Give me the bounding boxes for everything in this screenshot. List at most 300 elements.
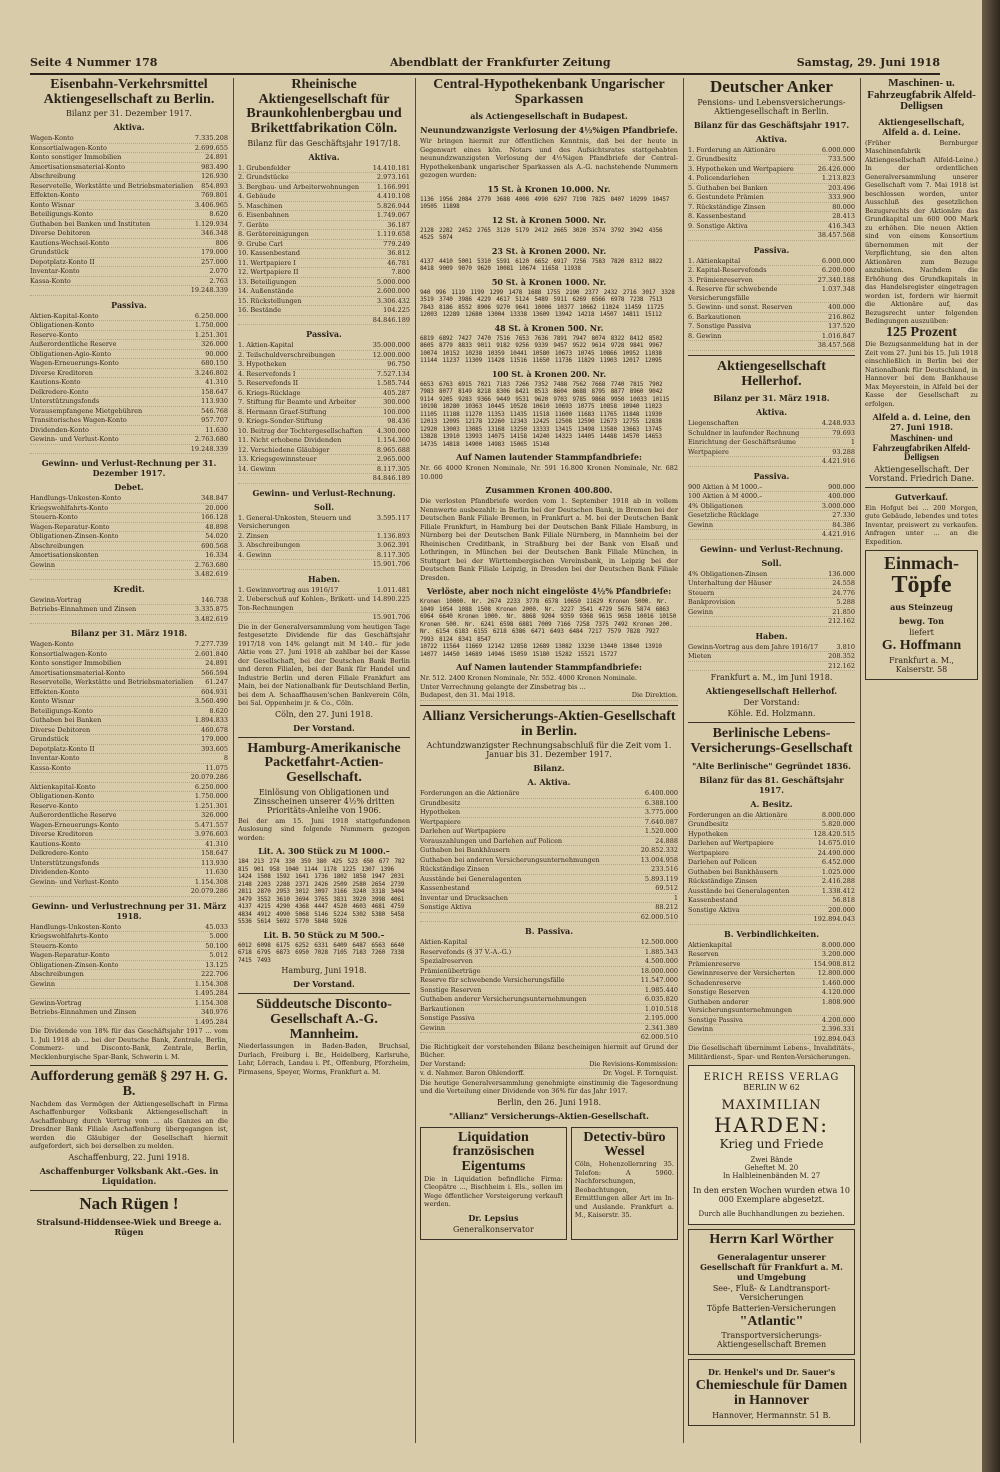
ad-subtitle: Generalagentur unserer Gesellschaft für Frankfurt a. M. und Umgebung <box>700 1251 843 1282</box>
ledger-row <box>688 570 855 580</box>
newspaper-title: Abendblatt der Frankfurter Zeitung <box>390 56 611 69</box>
ledger-label: 10. Kassenbestand <box>238 249 301 258</box>
ledger <box>688 483 855 531</box>
ledger-value: 28.413 <box>832 212 855 221</box>
ledger-label: Amortisationsmaterial-Konto <box>30 668 126 677</box>
ad-title: Allianz Versicherungs-Aktien-Gesellschaft in Berlin. <box>422 708 676 739</box>
ledger-row <box>30 416 228 426</box>
ledger-label: Wagen-Konto <box>30 134 74 143</box>
ad-subtitle: Chemieschule für Damen in Hannover <box>695 1378 848 1409</box>
ledger-row <box>688 222 855 232</box>
ledger <box>238 341 410 474</box>
ledger-label: Konsortialwagen-Konto <box>30 143 107 152</box>
ledger-label: Forderungen an die Aktionäre <box>688 810 788 819</box>
ledger-value: 98.436 <box>387 417 410 426</box>
ledger-label: 9. Kriegs-Sonder-Stiftung <box>238 417 323 426</box>
reiss-verlag-ad <box>688 1065 855 1225</box>
ad-title: Liquidation französischen Eigentums <box>452 1129 535 1175</box>
column-1 <box>30 78 228 1443</box>
ledger-row <box>30 163 228 173</box>
ledger-total <box>420 1033 678 1043</box>
total-value: 15.901.706 <box>372 613 410 622</box>
ledger-total <box>688 617 855 627</box>
ledger-row <box>238 408 410 418</box>
ledger-row <box>688 332 855 342</box>
ledger-value: 2.763 <box>209 276 228 285</box>
ledger-label: 5. Guthaben bei Banken <box>688 183 768 192</box>
ledger <box>30 312 228 445</box>
section-heading: Bilanz per 31. März 1918. <box>713 393 830 404</box>
ledger <box>30 640 228 773</box>
ledger-value: 54.020 <box>205 532 228 541</box>
ledger <box>688 146 855 232</box>
ledger-label: 13. Beteiligungen <box>238 277 297 286</box>
ledger-label: Konto Wisnar <box>30 200 75 209</box>
ledger-label: 16. Bestände <box>238 306 282 315</box>
masthead <box>30 56 940 72</box>
ledger-row <box>30 561 228 571</box>
ledger-value: 5.000 <box>209 932 228 941</box>
ledger-label: 3. Abschreibungen <box>238 541 301 550</box>
notice-text: Cöln, Hohenzollernring 35. Telefon: A 5960. Nachforschungen, Beobachtungen, Ermittlungen aller Art im In- und Auslande. Frankfurt a. M., Kaiserstr. 35. <box>574 1160 674 1220</box>
ledger-label: Hypotheken <box>688 829 729 838</box>
ledger-row <box>420 846 678 856</box>
ledger-value: 1.010.518 <box>644 1004 678 1013</box>
ledger-row <box>30 182 228 192</box>
ledger-label: Obligationen-Zinsen-Konto <box>30 532 119 541</box>
ledger-row <box>30 331 228 341</box>
page-number: Seite 4 Nummer 178 <box>30 56 158 69</box>
ledger-row <box>420 1024 678 1034</box>
ledger-label: Inventar-Konto <box>30 267 80 276</box>
ledger <box>688 941 855 1035</box>
ledger-row <box>30 435 228 445</box>
ledger-value: 5.000.000 <box>376 277 410 286</box>
ledger-value: 769.801 <box>201 191 228 200</box>
dividend-notice: Die in der Generalversammlung vom heutigen Tage festgesetzte Dividende für das Geschäftsjahr 1917/18 von 14% gelangt mit M 140.– für jede Aktie vom 27. Juni 1918 ab zahlbar bei der Kasse der Gesellschaft, bei der Deutschen Bank Berlin und deren Filialen, bei der Bank für Handel und Industrie Berlin und deren Filiale Frankfurt am Main, bei der Nationalbank für Deutschland Berlin, bei dem A. Schaaffhausen'schen Bankverein Cöln, bei Sal. Oppenheim jr. & Co., Cöln. <box>238 622 410 708</box>
section-heading: Zusammen Kronen 400.800. <box>485 485 613 496</box>
ledger-label: Beteiligungs-Konto <box>30 210 93 219</box>
ledger-row <box>420 808 678 818</box>
notice-place: Berlin, den 26. Juni 1918. <box>496 1097 602 1107</box>
ledger-value: 8.117.305 <box>376 464 410 473</box>
ledger-row <box>30 229 228 239</box>
ledger-value: 5.820.000 <box>821 820 855 829</box>
section-heading: Kredit. <box>113 583 145 594</box>
ledger-value: 2.070 <box>209 267 228 276</box>
ledger-value: 16.334 <box>205 551 228 560</box>
ledger-value: 166.128 <box>201 513 228 522</box>
ledger-value: 333.900 <box>828 193 855 202</box>
ledger-label: Außerordentliche Reserve <box>30 340 117 349</box>
ledger-total <box>30 286 228 296</box>
ledger-total <box>688 231 855 241</box>
divider <box>30 1065 228 1066</box>
ledger-row <box>238 360 410 370</box>
ledger-row <box>30 258 228 268</box>
ledger-value: 6.250.000 <box>194 311 228 320</box>
ledger-label: Betriebs-Einnahmen und Zinsen <box>30 605 137 614</box>
ledger-label: 2. Grundbesitz <box>688 155 737 164</box>
ledger-row <box>30 754 228 764</box>
ledger-value: 5.288 <box>836 598 855 607</box>
ledger-label: 2. Zinsen <box>238 531 269 540</box>
ledger-value: 6.388.100 <box>644 798 678 807</box>
ledger-label: Grundstück <box>30 248 69 257</box>
ledger-row <box>688 203 855 213</box>
total-value: 4.421.916 <box>821 457 855 466</box>
ledger-value: 24.891 <box>205 153 228 162</box>
ledger-row <box>30 542 228 552</box>
ledger-label: 6. Gestundete Prämien <box>688 193 764 202</box>
ledger-row <box>238 278 410 288</box>
ledger-row <box>30 840 228 850</box>
column-divider <box>683 78 684 1443</box>
ledger-row <box>420 967 678 977</box>
ledger-label: 6. Kriegs-Rücklage <box>238 388 301 397</box>
ledger-label: Reserve für schwebende Versicherungsfälle <box>420 976 565 985</box>
ledger-value: 18.000.000 <box>640 966 678 975</box>
ledger-value: 80.000 <box>832 202 855 211</box>
notice-text: Niederlassungen in Baden-Baden, Bruchsal, Durlach, Freiburg i. Br., Heidelberg, Karlsruhe, Lahr, Lörrach, Landau i. Pf., Offenburg, Pforzheim, Pirmasens, Speyer, Worms, Frankfurt a. M. <box>238 1042 410 1076</box>
ledger-label: Kautions-Wechsel-Konto <box>30 238 110 247</box>
ledger-value: 8.000.000 <box>821 810 855 819</box>
ledger-value: 158.647 <box>201 387 228 396</box>
divider <box>238 737 410 738</box>
ledger-row <box>420 1014 678 1024</box>
ad-subtitle: bewg. Ton <box>899 616 944 627</box>
ledger-label: 2. Teilschuldverschreibungen <box>238 350 336 359</box>
section-heading: Gewinn- und Verlust-Rechnung. <box>699 543 843 554</box>
ledger-row <box>688 322 855 332</box>
ledger-label: 4% Obligationen-Zinsen <box>688 569 768 578</box>
ledger-value: 3.406.965 <box>194 200 228 209</box>
ledger-value: 12.500.000 <box>640 938 678 947</box>
section-heading: Debet. <box>114 482 144 493</box>
ledger-value: 4.248.933 <box>821 419 855 428</box>
atlantic-ad <box>688 1229 855 1355</box>
ledger-row <box>688 1025 855 1035</box>
total-value: 62.000.510 <box>640 1033 678 1042</box>
ledger-value: 216.862 <box>828 312 855 321</box>
ledger-value: 3.775.000 <box>644 808 678 817</box>
ledger-value: 4.300.000 <box>376 426 410 435</box>
ledger-row <box>688 988 855 998</box>
ledger-value: 6.200.000 <box>821 266 855 275</box>
notice-signature: Aktiengesellschaft. Der Vorstand. Friedrich Dane. <box>868 464 975 483</box>
ledger-value: 24.776 <box>832 588 855 597</box>
ledger-label: Unterstützungsfonds <box>30 397 100 406</box>
section-heading: Passiva. <box>753 470 790 481</box>
signatures <box>420 1069 678 1079</box>
ledger-row <box>420 865 678 875</box>
ledger-row <box>30 172 228 182</box>
ledger-label: 14. Außenstände <box>238 287 294 296</box>
ledger-label: Abschreibungen <box>30 970 84 979</box>
ledger-value: 56.818 <box>832 896 855 905</box>
ledger <box>238 164 410 316</box>
ledger-row <box>688 276 855 286</box>
total-value: 20.079.286 <box>190 887 228 896</box>
ledger-row <box>688 266 855 276</box>
ledger-row <box>420 903 678 913</box>
ledger-label: Obligationen-Zinsen-Konto <box>30 960 119 969</box>
ledger <box>30 783 228 888</box>
ledger-total <box>238 474 410 484</box>
author-name: MAXIMILIAN <box>721 1098 822 1114</box>
ledger-label: Unterstützungsfonds <box>30 858 100 867</box>
notice-text: Hannover, Hermannstr. 51 B. <box>712 1410 831 1420</box>
ledger-value: 6.452.000 <box>821 858 855 867</box>
ledger-row <box>420 957 678 967</box>
ledger-row <box>688 257 855 267</box>
ledger-value: 3.560.490 <box>194 697 228 706</box>
ledger-label: Liegenschaften <box>688 419 739 428</box>
ledger-row <box>30 267 228 277</box>
ledger-label: 1. General-Unkosten, Steuern und Versicherungen <box>238 513 352 531</box>
ledger-value: 36.812 <box>387 249 410 258</box>
ledger-value: 20.000 <box>205 503 228 512</box>
column-2 <box>238 78 410 1443</box>
ledger-row <box>30 494 228 504</box>
ledger-row <box>688 652 855 662</box>
ledger-label: Wertpapiere <box>688 848 729 857</box>
ledger-label: Rückständige Zinsen <box>688 877 758 886</box>
ledger-value: 113.930 <box>201 397 228 406</box>
masthead-rule <box>30 73 940 75</box>
total-value: 1.495.284 <box>194 989 228 998</box>
ledger-label: Delkredere-Konto <box>30 387 89 396</box>
ledger-label: 7. Sonstige Passiva <box>688 322 752 331</box>
ledger-label: Guthaben bei Banken und Instituten <box>30 219 151 228</box>
drawn-numbers: Kronen 10000. Nr. 2674 2233 3778 6578 10650 11629 Kronen 5000. Nr. 1049 1054 1088 1508 Kronen 2000. Nr. 3227 3541 4729 5676 5874 6863 6964 6640 Kronen 1000. Nr. 8868 9204 9359 9368 9615 9658 10016 10150 Kronen 500. Nr. 6241 6598 6881 7009 7166 7258 7375 7492 Kronen 200. Nr. 6154 6183 6155 6218 6386 6471 6493 6484 7217 7579 7828 7927 7993 8124 8341 8547 <box>420 598 677 643</box>
notice-text: Nr. 66 4000 Kronen Nominale, Nr. 591 16.800 Kronen Nominale, Nr. 682 10.000 <box>420 464 678 481</box>
ledger-row <box>420 976 678 986</box>
ledger-value: 806 <box>215 238 228 247</box>
ledger-label: Diverse Kreditoren <box>30 830 93 839</box>
ledger-row <box>238 465 410 475</box>
ad-subtitle: Achtundzwanzigster Rechnungsabschluß für die Zeit vom 1. Januar bis 31. Dezember 1917. <box>426 741 672 760</box>
ledger-value: 983.490 <box>201 162 228 171</box>
ledger-value: 1.251.301 <box>194 801 228 810</box>
ledger-row <box>688 849 855 859</box>
ledger-label: Kriegswohlfahrts-Konto <box>30 932 109 941</box>
ledger-value: 1.985.440 <box>644 985 678 994</box>
ledger-row <box>420 837 678 847</box>
ledger-value: 3.595.117 <box>376 513 410 522</box>
ad-title: Berlinische Lebens-Versicherungs-Gesellschaft <box>690 726 853 756</box>
section-heading: Lit. B. 50 Stück zu M 500.– <box>263 929 385 940</box>
ledger-label: Konto sonstiger Immobilien <box>30 659 122 668</box>
ledger-label: Diverse Debitoren <box>30 229 91 238</box>
ledger-label: 3. Hypotheken <box>238 360 287 369</box>
ledger-row <box>238 268 410 278</box>
ledger-label: Unterhaltung der Häuser <box>688 579 772 588</box>
ledger-label: Handlungs-Unkosten-Konto <box>30 922 122 931</box>
signature-label: Der Vorstand: <box>420 1059 466 1068</box>
ledger <box>420 789 678 913</box>
section-heading: Neunundzwanzigste Verlosung der 4½%igen Pfandbriefe. <box>420 125 678 136</box>
ledger-row <box>238 351 410 361</box>
ledger-label: Sonstige Passiva <box>420 1014 475 1023</box>
ad-subtitle: Stralsund-Hiddensee-Wiek und Breege a. Rügen <box>36 1216 222 1237</box>
ledger <box>688 257 855 342</box>
ledger-row <box>688 579 855 589</box>
ledger-label: Gewinn- und Verlust-Konto <box>30 877 119 886</box>
detective-ad <box>571 1127 678 1240</box>
ledger <box>688 643 855 662</box>
book-availability: Durch alle Buchhandlungen zu beziehen. <box>698 1210 845 1219</box>
notice-text: Ein Hofgut bei ... 200 Morgen, gute Gebäude, lebendes und totes Inventar, preiswert zu verkaufen. Anfragen unter ... an die Expedition. <box>865 503 978 546</box>
ledger-label: Inventar-Konto <box>30 754 80 763</box>
ledger-label: Hypotheken <box>420 808 461 817</box>
ledger-value: 45.033 <box>205 922 228 931</box>
ad-title: Süddeutsche Disconto-Gesellschaft A.-G. Mannheim. <box>256 997 392 1042</box>
ledger <box>420 938 678 1033</box>
ledger-row <box>238 211 410 221</box>
ledger-value: 6.250.000 <box>194 782 228 791</box>
ledger-label: Konsortialwagen-Konto <box>30 649 107 658</box>
section-heading: Aktiva. <box>308 151 340 162</box>
ledger-row <box>688 877 855 887</box>
ledger-label: 15. Rückstellungen <box>238 296 302 305</box>
ledger-row <box>30 321 228 331</box>
signature-names: v. d. Nahmer. Baron Ohlendorff. <box>420 1069 525 1078</box>
notice-text: Die heutige Generalversammlung genehmigte einstimmig die Tagesordnung und die Verteilung einer Dividende von 36% für das Jahr 1917. <box>420 1078 678 1096</box>
ledger-value: 24.891 <box>205 659 228 668</box>
ledger-value: 35.000.000 <box>372 341 410 350</box>
ledger-value: 79.693 <box>832 428 855 437</box>
ledger-label: Wagen-Reparatur-Konto <box>30 522 110 531</box>
section-heading: Soll. <box>314 501 334 512</box>
ledger-label: 1. Gewinnvortrag aus 1916/17 <box>238 585 339 594</box>
ledger-row <box>238 427 410 437</box>
page-edge <box>982 0 1000 1472</box>
section-heading: Haben. <box>755 630 788 641</box>
ledger-label: Vorauszahlungen und Darlehen auf Policen <box>420 836 563 845</box>
ledger-label: Sonstige Aktiva <box>420 903 472 912</box>
ledger-value: 3.062.391 <box>376 541 410 550</box>
ledger-label: Guthaben bei Bankhäusern <box>420 846 510 855</box>
ledger-value: 1.011.481 <box>376 585 410 594</box>
ledger-row <box>30 970 228 980</box>
ledger-label: Transitorisches Wagen-Konto <box>30 416 127 425</box>
divider <box>30 1190 228 1191</box>
ad-subtitle: liefert <box>909 628 934 638</box>
ledger-row <box>688 811 855 821</box>
ledger-label: Wagen-Konto <box>30 640 74 649</box>
ledger-value: 854.893 <box>201 181 228 190</box>
ledger-label: Gewinn- und Verlust-Konto <box>30 435 119 444</box>
section-heading: Haben. <box>307 573 341 584</box>
ledger-row <box>688 868 855 878</box>
ledger-label: Kriegswohlfahrts-Konto <box>30 503 109 512</box>
ledger-row <box>238 240 410 250</box>
section-heading: Verlöste, aber noch nicht eingelöste 4½% Pfandbriefe: <box>426 586 672 597</box>
ledger-value: 126.930 <box>201 172 228 181</box>
ledger-label: 8. Hermann Graef-Stiftung <box>238 407 327 416</box>
notice-signature: Maschinen- und Fahrzeugfabriken Alfeld-Delligsen <box>872 433 971 463</box>
notice-text: Wir bringen hiermit zur öffentlichen Kenntnis, daß bei der heute in Gegenwart eines kön. Notars und des Aufsichtsrates stattgehabten neunundzwanzigsten Verlosung der 4½%igen Pfandbriefe der Central-Hypothekenbank ungarischer Sparkassen als A.-G. nachstehende Nummern gezogen wurden: <box>420 137 678 180</box>
ledger-value: 8.000.000 <box>821 940 855 949</box>
ledger-row <box>688 193 855 203</box>
ledger-value: 1.808.900 <box>821 997 855 1006</box>
ledger-row <box>238 249 410 259</box>
section-heading: A. Aktiva. <box>527 777 571 788</box>
notice-place: Hamburg, Juni 1918. <box>281 966 367 976</box>
notice-text: (Früher Bernburger Maschinenfabrik Aktiengesellschaft Alfeld-Leine.) In der ordentlichen Generalversammlung unserer Gesellschaft vom 7. Mai 1918 ist beschlossen worden, unter Ausschluß des gesetzlichen Bezugsrechts der Aktionäre das Grundkapital um 600 000 Mark zu erhöhen. Die neuen Aktien sind von einem Konsortium übernommen mit der Verpflichtung, sie den alten Aktionären zum Bezuge anzubieten. Nachdem die Erhöhung des Grundkapitals in das Handelsregister eingetragen worden ist, fordern wir hiermit die Aktionäre auf, das Bezugsrecht unter folgenden Bedingungen auszuüben: <box>865 138 978 326</box>
ledger-row <box>238 455 410 465</box>
drawn-numbers: 184 213 274 330 359 380 425 523 650 677 782 815 901 958 1040 1144 1178 1225 1307 1396 1424 1508 1592 1641 1736 1802 1858 1947 2031 2148 2203 2288 2371 2426 2509 2580 2654 2739 2811 2870 2953 3012 3097 3166 3240 3318 3404 3479 3552 3610 3694 3765 3831 3920 3998 4061 4137 4215 4290 4368 4447 4520 4603 4681 4759 4834 4912 4990 5068 5146 5224 5302 5380 5458 5536 5614 5692 5770 5848 5926 <box>238 858 405 926</box>
ledger-value: 2.341.389 <box>644 1023 678 1032</box>
ledger-row <box>420 818 678 828</box>
ledger-label: 4. Reservefonds I <box>238 369 296 378</box>
ledger-row <box>688 483 855 493</box>
ledger-value: 2.763.680 <box>194 435 228 444</box>
notice-text: Die Richtigkeit der vorstehenden Bilanz bescheinigen hiermit auf Grund der Bücher. <box>420 1042 678 1060</box>
ledger-label: Guthaben bei anderen Versicherungsunternehmungen <box>420 855 600 864</box>
ledger-row <box>238 379 410 389</box>
ledger-row <box>238 389 410 399</box>
ledger-value: 24.888 <box>655 836 678 845</box>
ledger-label: Reserve-Konto <box>30 330 79 339</box>
ad-title: Aufforderung gemäß § 297 H. G. B. <box>30 1069 228 1100</box>
ledger-value: 1.213.823 <box>821 174 855 183</box>
ledger-value: 6.000.000 <box>821 145 855 154</box>
ledger-value: 2.763.680 <box>194 560 228 569</box>
notice-text: Nr. 512. 2400 Kronen Nominale, Nr. 552. 4000 Kronen Nominale. <box>420 674 637 683</box>
section-heading: 48 St. à Kronen 500. Nr. <box>494 322 604 333</box>
ledger-value: 3.306.432 <box>376 296 410 305</box>
ledger-row <box>30 932 228 942</box>
ledger-value: 733.500 <box>828 155 855 164</box>
ledger-value: 11.075 <box>205 763 228 772</box>
ledger-total <box>688 915 855 925</box>
company-name: G. Hoffmann <box>881 638 962 654</box>
section-heading: 50 St. à Kronen 1000. Nr. <box>491 276 607 287</box>
notice-place: Alfeld a. d. Leine, den 27. Juni 1918. <box>872 412 971 433</box>
section-heading: Aktiva. <box>113 122 145 133</box>
section-heading: 12 St. à Kronen 5000. Nr. <box>491 214 607 225</box>
ledger-label: Kassa-Konto <box>30 763 71 772</box>
ledger-row <box>238 183 410 193</box>
ledger-value: 11.630 <box>205 868 228 877</box>
ledger-value: 41.310 <box>205 378 228 387</box>
ad-title: Deutscher Anker <box>710 78 833 96</box>
ledger-value: 69.512 <box>655 884 678 893</box>
ledger-label: Depotplatz-Konto II <box>30 257 95 266</box>
ledger-row <box>30 640 228 650</box>
ledger-row <box>30 716 228 726</box>
ledger-label: Handlungs-Unkosten-Konto <box>30 494 122 503</box>
ledger-label: Aktien-Kapital-Konto <box>30 311 99 320</box>
ledger-row <box>688 906 855 916</box>
ledger <box>238 514 410 561</box>
ledger-row <box>30 830 228 840</box>
ledger-label: 3. Hypotheken und Wertpapiere <box>688 164 794 173</box>
ledger-row <box>238 306 410 316</box>
ledger-value: 14.675.010 <box>817 839 855 848</box>
ledger-value: 1.154.308 <box>194 998 228 1007</box>
ledger-row <box>30 951 228 961</box>
ledger-value: 6.000.000 <box>821 256 855 265</box>
ledger-label: 2. Kapital-Reservefonds <box>688 266 767 275</box>
ledger-total <box>30 615 228 625</box>
ledger-value: 3.810 <box>836 642 855 651</box>
ad-title: Rheinische Aktiengesellschaft für Braunkohlenbergbau und Brikettfabrikation Cöln. <box>246 78 402 137</box>
ledger-row <box>30 745 228 755</box>
ledger-row <box>688 521 855 531</box>
